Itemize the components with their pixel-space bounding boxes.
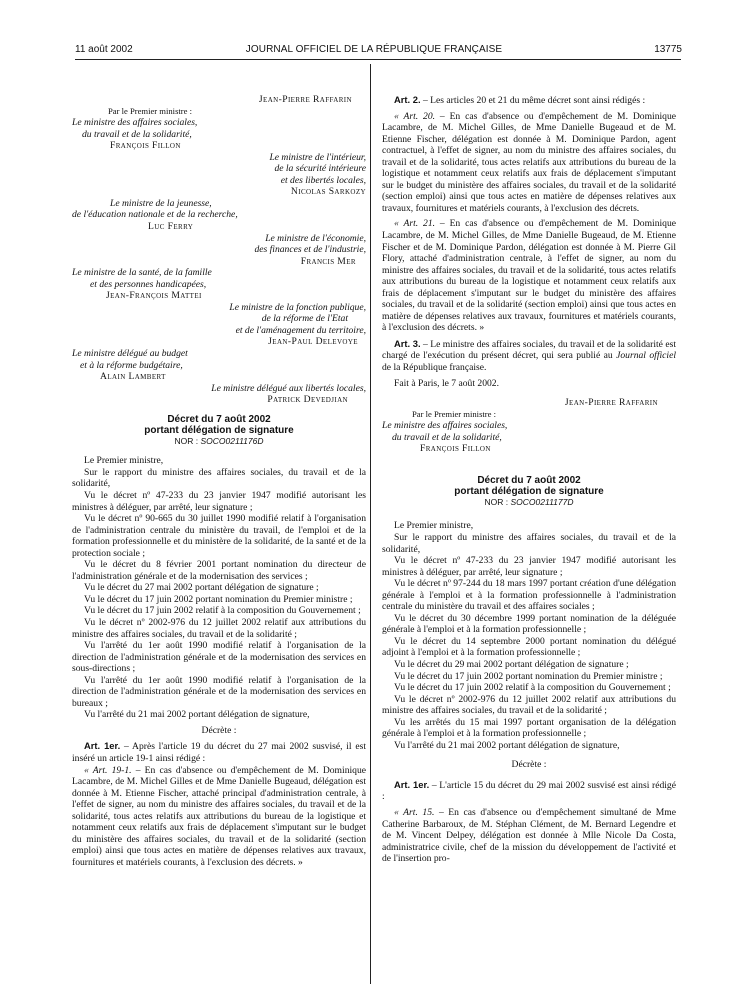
paragraph: Vu l'arrêté du 1er août 1990 modifié relatif à l'organisation de la direction de l'administration générale et de la modernisation des services en bureaux ; [72, 674, 366, 709]
paragraph: Vu le décret du 27 mai 2002 portant délégation de signature ; [84, 582, 319, 594]
article-3 [382, 338, 676, 374]
nor-reference [72, 436, 366, 448]
header-title: JOURNAL OFFICIEL DE LA RÉPUBLIQUE FRANÇAISE [245, 44, 503, 55]
signatory-title-line: Le ministre des affaires sociales, [72, 117, 198, 129]
pm-signature-name: Jean-Pierre Raffarin [258, 94, 352, 105]
nor-code: SOCO0211177D [510, 496, 574, 507]
article-text: – En cas d'absence ou d'empêchement simultané de Mme Catherine Barbaroux, de M. Stéphan Clément, de M. Bernard Legendre et de M. Vincent Delpey, délégation est donnée à Mlle Nicole Da Costa, administratrice civile, chef de la mission du développement de l'activité et de l'insertion pro- [382, 806, 676, 865]
article-1 [382, 779, 676, 803]
paragraph: Vu le décret du 17 juin 2002 relatif à la composition du Gouvernement ; [394, 682, 671, 694]
signatory-title-line: de la réforme de l'Etat [261, 313, 348, 325]
nor-label: NOR : [174, 435, 199, 446]
signatory-title-line: et des personnes handicapées, [90, 278, 207, 290]
par-premier-ministre: Par le Premier ministre : [108, 105, 193, 116]
paragraph: Vu le décret nº 47-233 du 23 janvier 1947 modifié autorisant les ministres à déléguer, par arrêté, leur signature ; [382, 555, 676, 578]
nor-label: NOR : [484, 496, 509, 507]
article-21 [382, 218, 676, 333]
article-label: « Art. 21. [394, 218, 436, 230]
article-1 [72, 740, 366, 764]
signatory-name: Luc Ferry [148, 221, 194, 233]
header-page-number: 13775 [654, 44, 682, 55]
article-label: « Art. 15. [394, 806, 435, 818]
article-label: Art. 1er. [84, 740, 121, 752]
article-text: – Les articles 20 et 21 du même décret sont ainsi rédigés : [420, 95, 646, 106]
page-header [0, 44, 748, 60]
paragraph: Vu les arrêtés du 15 mai 1997 portant organisation de la délégation générale à l'emploi et à la formation professionnelle ; [382, 716, 676, 740]
article-label: Art. 2. [394, 94, 421, 105]
nor-reference [382, 497, 676, 509]
signatory-name: Francis Mer [300, 255, 356, 267]
paragraph: Vu le décret nº 2002-976 du 12 juillet 2002 relatif aux attributions du ministre des affaires sociales, du travail et de la solidarité ; [382, 693, 676, 717]
article-text: – L'article 15 du décret du 29 mai 2002 susvisé est ainsi rédigé : [382, 779, 676, 803]
paragraph: Vu le décret du 17 juin 2002 relatif à la composition du Gouvernement ; [84, 605, 361, 617]
article-text: – En cas d'absence ou d'empêchement de M. Dominique Lacambre, de M. Michel Gilles, de Mme Danielle Bugeaud, de M. Etienne Fischer et de M. Dominique Pardon, délégation est donnée à M. Pierre Gil Flory, attaché d'administration centrale, à l'effet de signer, au nom du ministre des affaires sociales, du travail et de la solidarité, tous actes relatifs aux attributions du bureau de la logistique et notamment ceux relatifs aux frais de déplacement s'imputant sur le budget du ministère des affaires sociales, du travail et de la solidarité (section emploi) ainsi que tous actes en matière de dépenses relatives aux travaux, fournitures et matériels courants, à l'exclusion des décrets. » [382, 218, 677, 334]
decret-title-line-2: portant délégation de signature [454, 485, 604, 497]
signatory-title-line: de l'éducation nationale et de la recherche, [72, 209, 238, 221]
paragraph: Le Premier ministre, [84, 455, 164, 467]
journal-officiel-italic: Journal officiel [616, 350, 677, 362]
paragraph: Vu le décret du 30 décembre 1999 portant nomination de la déléguée générale à l'emploi et à la formation professionnelle ; [382, 612, 676, 636]
signatory-name: Alain Lambert [100, 371, 166, 383]
decret-title-line-2: portant délégation de signature [144, 424, 294, 436]
paragraph: Vu l'arrêté du 21 mai 2002 portant délégation de signature, [394, 739, 620, 751]
article-19-1 [72, 765, 366, 869]
header-date: 11 août 2002 [75, 44, 133, 55]
paragraph: Vu le décret nº 90-665 du 30 juillet 1990 modifié relatif à l'organisation de l'administration centrale du ministère du travail, de l'emploi et de la formation professionnelle et du ministère de la solidarité, de la santé et de la protection sociale ; [72, 513, 366, 559]
signatory-title-line: du travail et de la solidarité, [392, 431, 502, 443]
signatory-name: François Fillon [110, 140, 181, 152]
article-label: Art. 3. [394, 337, 421, 349]
signatories-block [72, 117, 366, 406]
decret-title-line-1: Décret du 7 août 2002 [167, 413, 271, 425]
decret-title-line-1: Décret du 7 août 2002 [477, 474, 581, 486]
signatory-title-line: Le ministre délégué aux libertés locales, [211, 382, 366, 394]
signatory-title-line: des finances et de l'industrie, [254, 244, 366, 256]
paragraph: Sur le rapport du ministre des affaires sociales, du travail et de la solidarité, [382, 531, 676, 555]
signatory-title-line: Le ministre de l'intérieur, [269, 151, 366, 163]
article-label: Art. 1er. [394, 778, 430, 790]
par-premier-ministre: Par le Premier ministre : [412, 408, 497, 419]
article-2 [382, 94, 676, 107]
left-column [72, 94, 366, 868]
signatory-title-line: et de l'aménagement du territoire, [235, 324, 366, 336]
article-label: « Art. 20. [394, 110, 436, 122]
article-text: – Le ministre des affaires sociales, du travail et de la solidarité est chargé de l'exécution du présent décret, qui sera publié au [382, 338, 676, 362]
paragraph: Vu le décret du 29 mai 2002 portant délégation de signature ; [394, 658, 629, 670]
signatory-title-line: Le ministre de la jeunesse, [110, 197, 212, 209]
article-text: de la République française. [382, 362, 487, 374]
signatory-title-line: Le ministre des affaires sociales, [382, 420, 508, 432]
decrete-heading: Décrète : [201, 724, 237, 736]
header-rule [75, 59, 681, 60]
paragraph: Vu le décret nº 97-244 du 18 mars 1997 portant création d'une délégation générale à l'emploi et à la formation professionnelle à l'administration centrale du ministère du travail et des affaires sociales ; [382, 578, 676, 613]
signatory-name: Jean-François Mattei [106, 290, 202, 302]
pm-signature-name: Jean-Pierre Raffarin [564, 397, 658, 409]
article-text: – En cas d'absence ou d'empêchement de M. Dominique Lacambre, de M. Michel Gilles et de Mme Danielle Bugeaud, délégation est donnée à M. Etienne Fischer, attaché principal d'administration centrale, à l'effet de signer, au nom du ministre des affaires sociales, du travail et de la solidarité, tous actes relatifs aux attributions du bureau de la logistique et notamment ceux relatifs aux frais de déplacement s'imputant sur le budget du ministère des affaires sociales, du travail et de la solidarité (section emploi) ainsi que tous actes en matière de dépenses relatives aux travaux, fournitures et matériels courants, à l'exclusion des décrets. » [72, 764, 367, 868]
paragraph: Sur le rapport du ministre des affaires sociales, du travail et de la solidarité, [72, 466, 366, 490]
paragraph: Vu l'arrêté du 1er août 1990 modifié relatif à l'organisation de la direction de l'administration générale et de la modernisation des services en sous-directions ; [72, 640, 366, 675]
paragraph: Vu le décret nº 2002-976 du 12 juillet 2002 relatif aux attributions du ministre des affaires sociales, du travail et de la solidarité ; [72, 616, 366, 640]
signatory-name: Nicolas Sarkozy [290, 186, 366, 198]
paragraph: Vu le décret du 17 juin 2002 portant nomination du Premier ministre ; [84, 593, 353, 605]
article-text: – Après l'article 19 du décret du 27 mai 2002 susvisé, il est inséré un article 19-1 ainsi rédigé : [72, 741, 366, 764]
decret-title [72, 414, 366, 436]
nor-code: SOCO0211176D [200, 435, 264, 446]
signatory-title-line: du travail et de la solidarité, [82, 128, 192, 140]
signatory-title-line: Le ministre de l'économie, [265, 232, 366, 244]
signatory-title-line: et des libertés locales, [280, 174, 366, 186]
signatory-title-line: Le ministre de la fonction publique, [229, 301, 366, 313]
signatory-title-line: Le ministre de la santé, de la famille [72, 267, 212, 279]
fait-a-paris: Fait à Paris, le 7 août 2002. [394, 377, 499, 389]
paragraph: Vu le décret du 14 septembre 2000 portant nomination du délégué adjoint à l'emploi et à la formation professionnelle ; [382, 635, 676, 659]
decrete-heading: Décrète : [511, 759, 547, 771]
paragraph: Vu le décret du 17 juin 2002 portant nomination du Premier ministre ; [394, 670, 663, 682]
signatory-name: Jean-Paul Delevoye [268, 336, 358, 348]
signatory-title-line: de la sécurité intérieure [274, 163, 366, 175]
signatory-title-line: Le ministre délégué au budget [72, 348, 188, 360]
article-text: – En cas d'absence ou d'empêchement de M. Dominique Lacambre, de M. Michel Gilles, de Mme Danielle Bugeaud et de M. Etienne Fischer, délégation est donnée à M. Dominique Pardon, agent contractuel, à l'effet de signer, au nom du ministre des affaires sociales, du travail et de la solidarité, tous actes relatifs aux attributions du bureau de la logistique et notamment ceux relatifs aux frais de déplacement s'imputant sur le budget du ministère des affaires sociales, du travail et de la solidarité (section emploi) ainsi que tous actes en matière de dépenses relatives aux travaux, fournitures et matériels courants, à l'exclusion des décrets. [382, 110, 677, 214]
decret-title [382, 475, 676, 497]
paragraph: Vu le décret du 8 février 2001 portant nomination du directeur de l'administration générale et de la modernisation des services ; [72, 559, 366, 582]
article-20 [382, 111, 676, 215]
signatory-title-line: et à la réforme budgétaire, [80, 359, 183, 371]
column-divider [370, 64, 371, 984]
signatory-name: François Fillon [420, 443, 491, 455]
right-column [382, 94, 676, 865]
article-label: « Art. 19-1. [84, 764, 132, 776]
paragraph: Vu le décret nº 47-233 du 23 janvier 1947 modifié autorisant les ministres à déléguer, par arrêté, leur signature ; [72, 489, 366, 513]
article-15 [382, 807, 676, 865]
paragraph: Le Premier ministre, [394, 520, 474, 532]
signatory-name: Patrick Devedjian [267, 394, 348, 406]
paragraph: Vu l'arrêté du 21 mai 2002 portant délégation de signature, [84, 709, 310, 721]
